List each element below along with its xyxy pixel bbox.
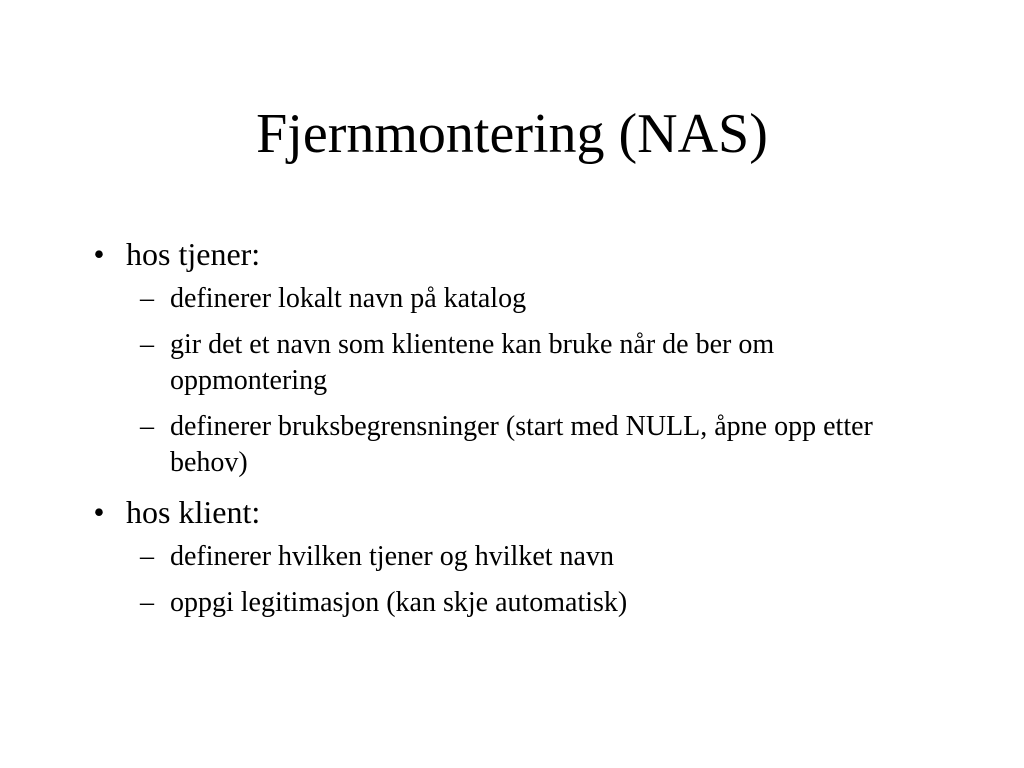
bullet-text: hos klient: xyxy=(126,494,261,530)
dash-marker: – xyxy=(140,329,154,360)
sub-bullet-text: definerer hvilken tjener og hvilket navn xyxy=(170,541,614,572)
dash-marker: – xyxy=(140,587,154,618)
slide-title: Fjernmontering (NAS) xyxy=(256,103,768,165)
bullet-item xyxy=(84,491,944,533)
sub-bullet-item xyxy=(134,539,880,575)
dash-marker: – xyxy=(140,411,154,442)
sub-bullet-item xyxy=(134,281,880,317)
sub-bullet-item xyxy=(134,327,880,399)
bullet-text: hos tjener: xyxy=(126,236,261,272)
sub-bullet-text: oppgi legitimasjon (kan skje automatisk) xyxy=(170,587,628,618)
sub-bullet-text: gir det et navn som klientene kan bruke når de ber om oppmontering xyxy=(170,329,775,396)
bullet-item xyxy=(84,233,944,275)
sub-bullet-text: definerer bruksbegrensninger (start med NULL, åpne opp etter behov) xyxy=(170,411,873,478)
dash-marker: – xyxy=(140,541,154,572)
bullet-marker: • xyxy=(93,494,105,530)
dash-marker: – xyxy=(140,283,154,314)
sub-bullet-item xyxy=(134,585,880,621)
bullet-marker: • xyxy=(93,236,105,272)
slide-content xyxy=(84,233,944,631)
bullet-group-client xyxy=(84,491,944,621)
bullet-group-server xyxy=(84,233,944,481)
sub-bullet-item xyxy=(134,409,880,481)
sub-bullet-text: definerer lokalt navn på katalog xyxy=(170,283,527,314)
